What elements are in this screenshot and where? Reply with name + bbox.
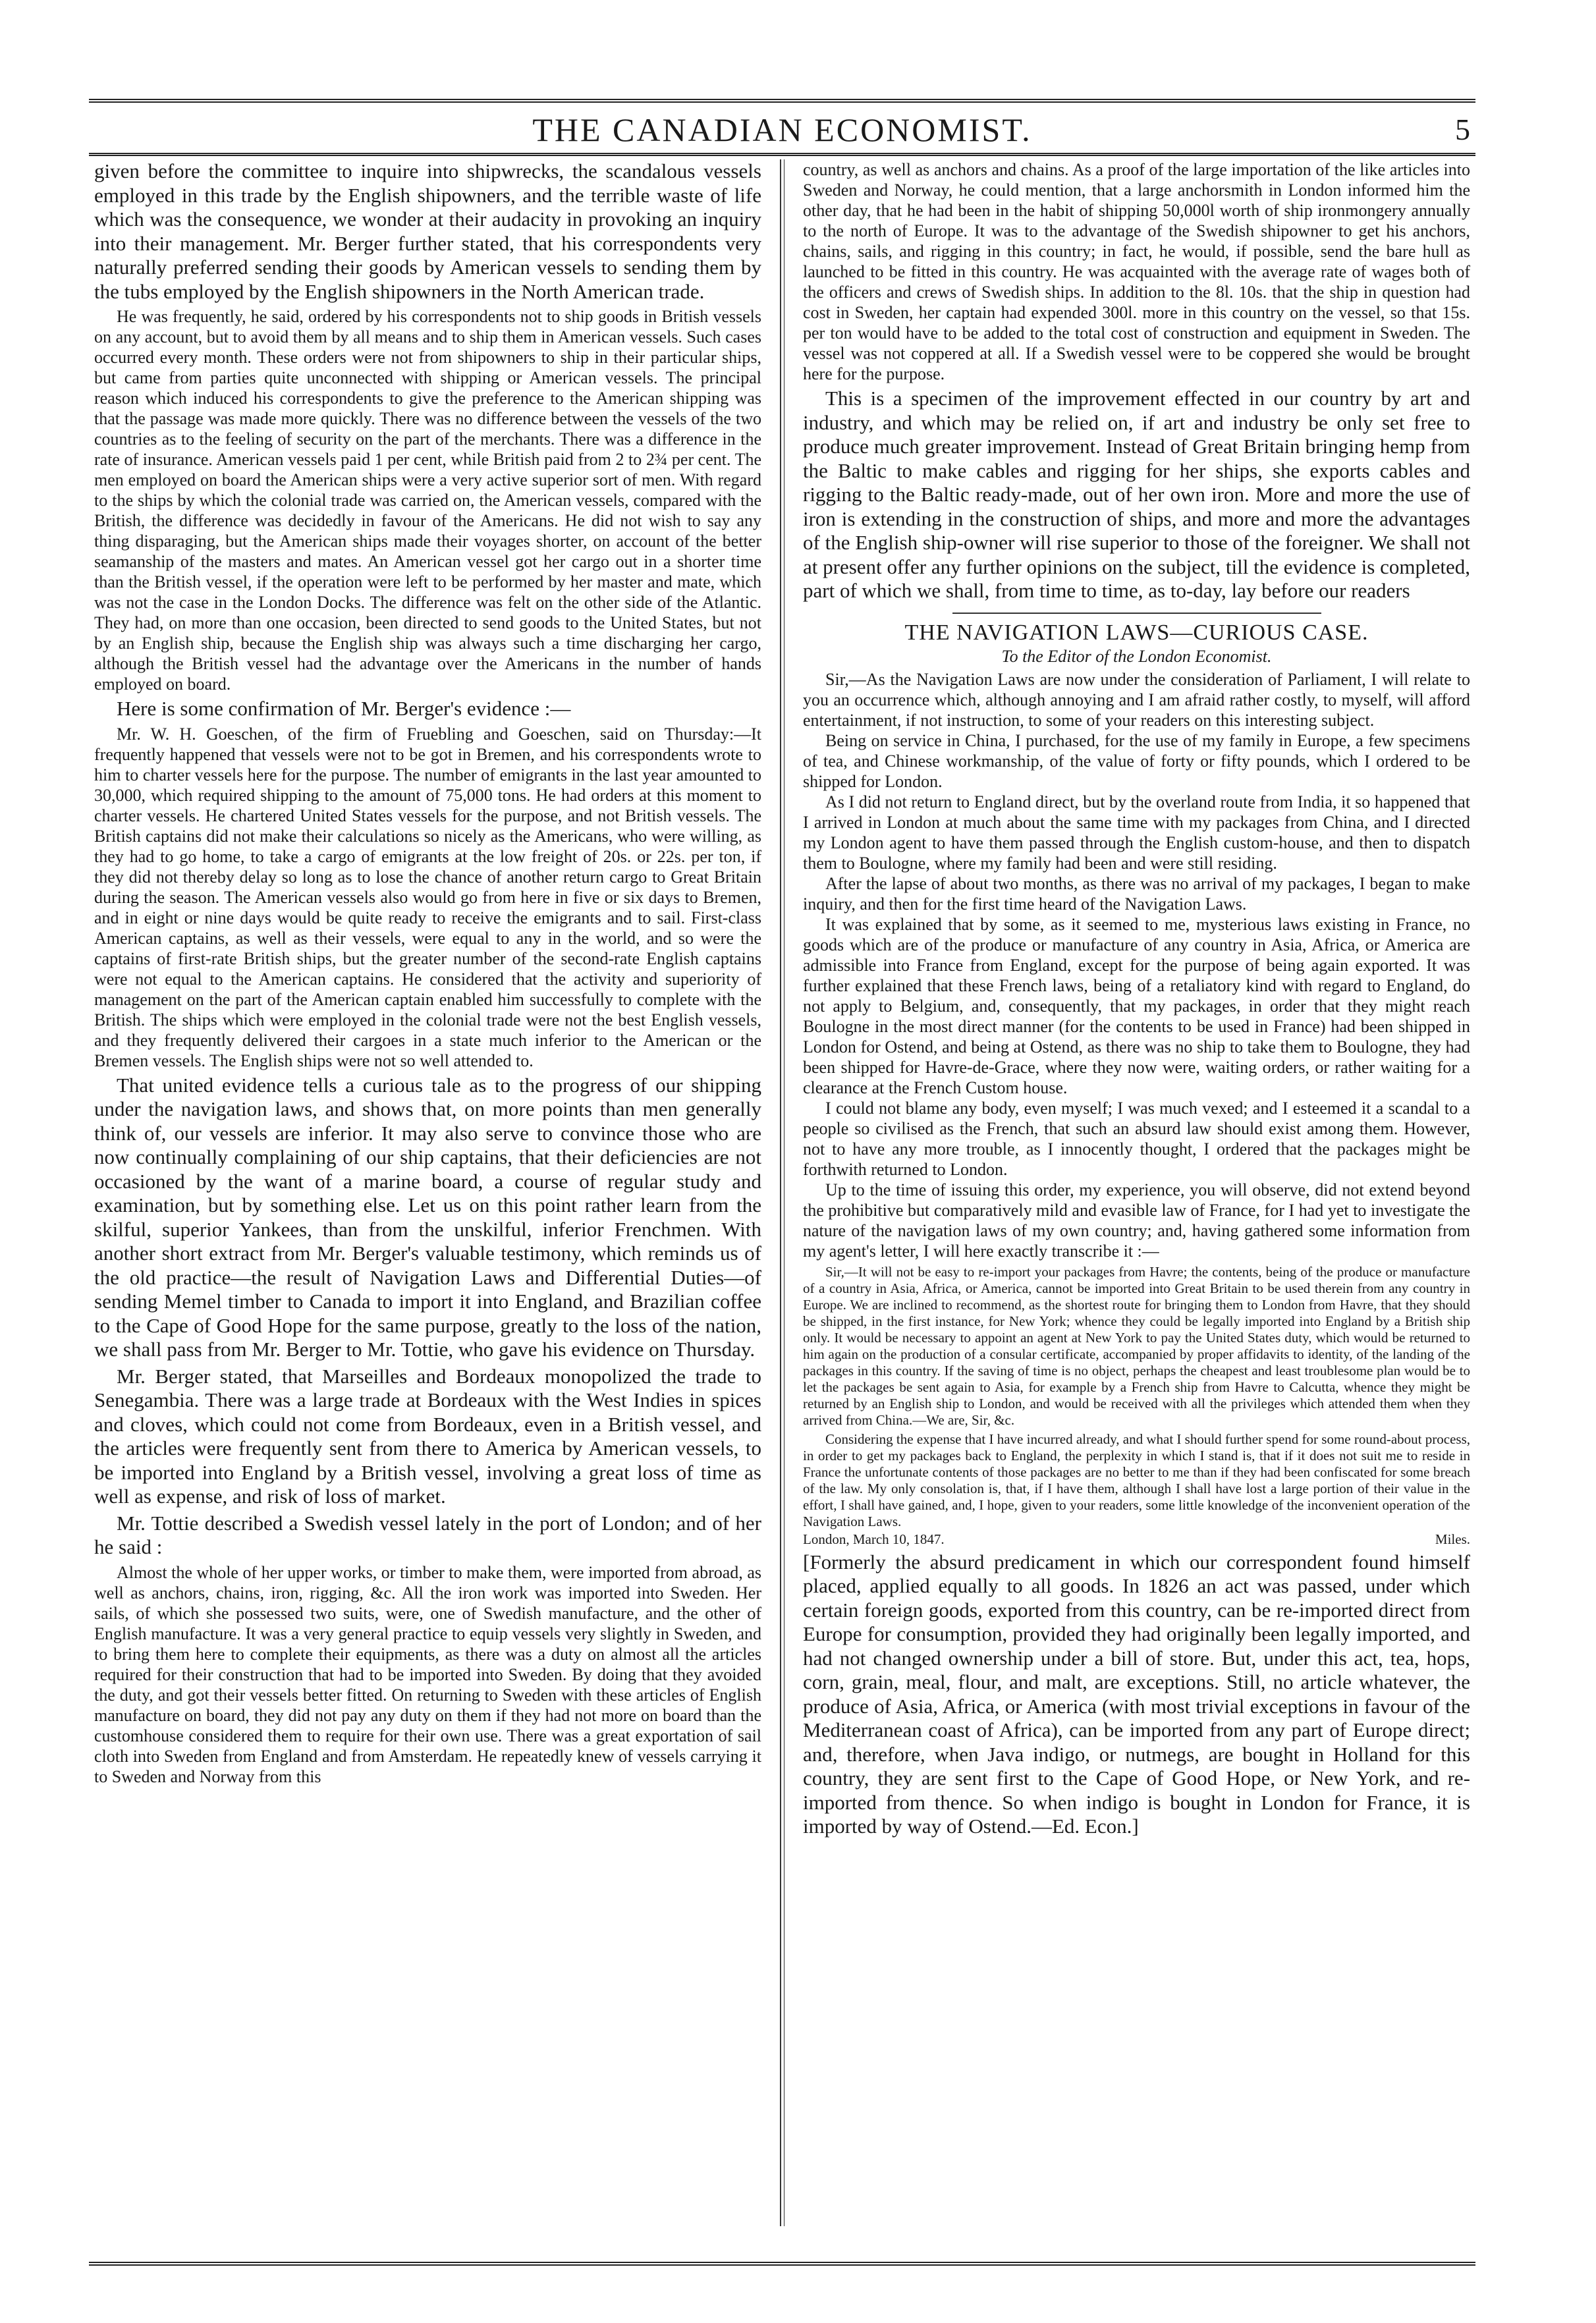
letter-paragraph: Sir,—As the Navigation Laws are now under the consideration of Parliament, I will relate to you an occurrence which, although annoying and I am afraid rather costly, to myself, will afford entertainment, if not instruction, to some of your readers on this interesting subject.: [803, 669, 1470, 730]
letter-paragraph: Up to the time of issuing this order, my experience, you will observe, did not extend beyond the prohibitive but comparatively mild and evasible law of France, for I had yet to investigate the nature of the navigation laws of my own country; and, having gathered some information from my agent's letter, I will here exactly transcribe it :—: [803, 1180, 1470, 1261]
paragraph: Mr. Tottie described a Swedish vessel lately in the port of London; and of her he said :: [94, 1511, 761, 1558]
letter-paragraph: I could not blame any body, even myself; I was much vexed; and I esteemed it a scandal to a people so civilised as the French, that such an absurd law should exist among them. However, not to have any more trouble, as I innocently thought, I ordered that the packages might be forthwith returned to London.: [803, 1098, 1470, 1179]
left-column: [89, 159, 767, 2226]
letter-paragraph: After the lapse of about two months, as there was no arrival of my packages, I began to make inquiry, and then for the first time heard of the Navigation Laws.: [803, 873, 1470, 914]
section-rule: [952, 613, 1321, 614]
letter-paragraph: It was explained that by some, as it seemed to me, mysterious laws existing in France, no goods which are of the produce or manufacture of any country in Asia, Africa, or America are admissible into France from England, except for the purpose of being again exported. It was further explained that these French laws, being of a retaliatory kind with regard to England, do not apply to Belgium, and, consequently, that my packages, in order that they might reach Boulogne in the most direct manner (for the contents to be used in France) had been shipped in London for Ostend, and being at Ostend, as there was no ship to take them to Boulogne, they had been shipped for Havre-de-Grace, where they now were, waiting orders, or rather waiting for a clearance at the French Custom house.: [803, 914, 1470, 1097]
paragraph: Mr. Berger stated, that Marseilles and Bordeaux monopolized the trade to Senegambia. There was a large trade at Bordeaux with the West Indies in spices and cloves, which could not come from Bordeaux, even in a British vessel, and the articles were frequently sent from there to America by American vessels, to be imported into England by a British vessel, involving a great loss of time as well as expense, and risk of loss of market.: [94, 1364, 761, 1508]
quoted-paragraph: Mr. W. H. Goeschen, of the firm of Fruebling and Goeschen, said on Thursday:—It frequently happened that vessels were not to be got in Bremen, and his correspondents wrote to him to charter vessels here for the purpose. The number of emigrants in the last year amounted to 30,000, which required shipping to the amount of 75,000 tons. He had orders at this moment to charter vessels. He chartered United States vessels for the purpose, and not British vessels. The British captains did not make their calculations so nicely as the Americans, who were willing, as they had to go home, to take a cargo of emigrants at the low freight of 20s. or 22s. per ton, if they did not thereby delay so long as to lose the chance of another return cargo to Great Britain during the season. The American vessels also would go from here in five or six days to Bremen, and in eight or nine days would be quite ready to receive the emigrants and to sail. First-class American captains, as well as their vessels, were equal to any in the world, and so were the captains of first-rate British ships, but the greater number of the second-rate English captains were not equal to the American captains. He considered that the activity and superiority of management on the part of the American captain enabled him successfully to complete with the British. The ships which were employed in the colonial trade were not the best English vessels, and they frequently delivered their cargoes in a state much inferior to the American or the Bremen vessels. The English ships were not so well attended to.: [94, 724, 761, 1070]
letter-paragraph: As I did not return to England direct, but by the overland route from India, it so happened that I arrived in London at much about the same time with my packages from China, and I directed my London agent to have them passed through the English custom-house, and then to dispatch them to Boulogne, where my family had been and were still residing.: [803, 792, 1470, 873]
letter-signature-line: [803, 1531, 1470, 1548]
newspaper-title: THE CANADIAN ECONOMIST.: [532, 111, 1032, 148]
newspaper-page: [89, 99, 1475, 2266]
paragraph: given before the committee to inquire into shipwrecks, the scandalous vessels employed in this trade by the English shipowners, and the terrible waste of life which was the consequence, we wonder at their audacity in provoking an inquiry into their management. Mr. Berger further stated, that his correspondents very naturally preferred sending their goods by American vessels to sending them by the tubs employed by the English shipowners in the North American trade.: [94, 159, 761, 303]
paragraph: Here is some confirmation of Mr. Berger's evidence :—: [117, 697, 571, 720]
letter-paragraph: Being on service in China, I purchased, for the use of my family in Europe, a few specimens of tea, and Chinese workmanship, of the value of forty or fifty pounds, which I ordered to be shipped for London.: [803, 730, 1470, 791]
header-rule: [89, 153, 1475, 156]
letter-paragraph: Considering the expense that I have incurred already, and what I should further spend for some round-about process, in order to get my packages back to England, the perplexity in which I stand is, that if it does not suit me to reside in France the unfortunate contents of those packages are no better to me than if they had been confiscated for some breach of the law. My only consolation is, that, if I have them, although I shall have lost a large portion of their value in the effort, I shall have gained, and, I hope, given to your readers, some little knowledge of the inconvenient operation of the Navigation Laws.: [803, 1431, 1470, 1529]
bottom-rule: [89, 2262, 1475, 2266]
right-column: [798, 159, 1475, 2226]
paragraph: This is a specimen of the improvement effected in our country by art and industry, and which may be relied on, if art and industry be only set free to produce much greater improvement. Instead of Great Britain bringing hemp from the Baltic to make cables and rigging for her ships, she exports cables and rigging to the Baltic ready-made, out of her own iron. More and more the use of iron is extending in the construction of ships, and more and more the advantages of the English ship-owner will rise superior to those of the foreigner. We shall not at present offer any further opinions on the subject, till the evidence is completed, part of which we shall, from time to time, as to-day, lay before our readers: [803, 387, 1470, 602]
page-number: 5: [1455, 113, 1470, 146]
agent-letter: Sir,—It will not be easy to re-import your packages from Havre; the contents, being of the produce or manufacture of a country in Asia, Africa, or America, cannot be imported into Great Britain to be used therein from any country in Europe. We are inclined to recommend, as the shortest route for bringing them to London from Havre, that they should be shipped, in the first instance, for New York; whence they could be legally imported into England by a British ship only. It would be necessary to appoint an agent at New York to pay the United States duty, which would be returned to him again on the production of a consular certificate, accompanied by proper affidavits to identity, of the landing of the packages in this country. If the saving of time is no object, perhaps the cheapest and least troublesome plan would be to let the packages be sent again to Asia, for example by a French ship from Havre to Calcutta, whence they might be returned by an English ship to London, and would be received with all the privileges which attended them when they arrived from China.—We are, Sir, &c.: [803, 1263, 1470, 1428]
section-title: THE NAVIGATION LAWS—CURIOUS CASE.: [904, 620, 1369, 645]
place-date: London, March 10, 1847.: [803, 1531, 945, 1547]
section-subtitle: To the Editor of the London Economist.: [1001, 646, 1272, 666]
masthead: [89, 108, 1475, 151]
paragraph: That united evidence tells a curious tale as to the progress of our shipping under the navigation laws, and shows that, on more points than men generally think of, our vessels are inferior. It may also serve to convince those who are now continually complaining of our ship captains, that their deficiencies are not occasioned by the want of a marine board, a course of regular study and examination, but by something else. Let us on this point rather learn from the skilful, superior Yankees, than from the unskilful, inferior Frenchmen. With another short extract from Mr. Berger's valuable testimony, which reminds us of the old practice—the result of Navigation Laws and Differential Duties—of sending Memel timber to Canada to import it into England, and Brazilian coffee to the Cape of Good Hope for the same purpose, greatly to the loss of the nation, we shall pass from Mr. Berger to Mr. Tottie, who gave his evidence on Thursday.: [94, 1073, 761, 1361]
column-divider: [780, 159, 784, 2226]
editor-note: [Formerly the absurd predicament in which our correspondent found himself placed, applied equally to all goods. In 1826 an act was passed, under which certain foreign goods, exported from this country, can be re-imported direct from Europe for consumption, provided they had originally been legally imported, and had not changed ownership under a bill of store. But, under this act, tea, hops, corn, grain, meal, flour, and malt, are exceptions. Still, no article whatever, the produce of Asia, Africa, or America (with most trivial exceptions in favour of the Mediterranean coast of Africa), can be imported from any part of Europe direct; and, therefore, when Java indigo, or nutmegs, are bought in Holland for this country, they are sent first to the Cape of Good Hope, or New York, and re-imported from thence. So when indigo is bought in London for France, it is imported by way of Ostend.—Ed. Econ.]: [803, 1550, 1470, 1838]
columns: [89, 159, 1475, 2226]
quoted-paragraph: He was frequently, he said, ordered by his correspondents not to ship goods in British vessels on any account, but to avoid them by all means and to ship them in American vessels. Such cases occurred every month. These orders were not from shipowners to ship in their particular ships, but came from parties quite unconnected with shipping or American vessels. The principal reason which induced his correspondents to give the preference to the American shipping was that the passage was made more quickly. There was no difference between the vessels of the two countries as to the feeling of security on the part of the merchants. There was a difference in the rate of insurance. American vessels paid 1 per cent, while British paid from 2 to 2¾ per cent. The men employed on board the American ships were a very active superior sort of men. With regard to the ships by which the colonial trade was carried on, the American vessels, compared with the British, the difference was decidedly in favour of the Americans. He did not wish to say any thing disparaging, but the American ships made their voyages shorter, on account of the better seamanship of the masters and mates. An American vessel got her cargo out in a shorter time than the British vessel, if the operation were left to be performed by her master and mate, which was not the case in the London Docks. The difference was felt on the other side of the Atlantic. They had, on more than one occasion, been directed to send goods to the United States, but not by an English ship, because the English ship was always such a time discharging her cargo, although the British vessel had the advantage over the Americans in the number of hands employed on board.: [94, 307, 761, 694]
top-rule: [89, 99, 1475, 103]
quoted-paragraph: Almost the whole of her upper works, or timber to make them, were imported from abroad, as well as anchors, chains, iron, rigging, &c. All the iron work was imported into Sweden. Her sails, of which she possessed two suits, were, one of Swedish manufacture, and the other of English manufacture. It was a very general practice to equip vessels very slightly in Sweden, and to bring them here to complete their equipments, as there was a duty on almost all the articles required for their construction that had to be imported into Sweden. By doing that they avoided the duty, and got their vessels better fitted. On returning to Sweden with these articles of English manufacture on board, they did not pay any duty on them if they had not more on board than the customhouse considered them to require for their own use. There was a great exportation of sail cloth into Sweden from England and from Amsterdam. He repeatedly knew of vessels carrying it to Sweden and Norway from this: [94, 1562, 761, 1786]
signature: Miles.: [1435, 1531, 1470, 1547]
quoted-paragraph: country, as well as anchors and chains. As a proof of the large importation of the like articles into Sweden and Norway, he could mention, that a large anchorsmith in London informed him the other day, that he had been in the habit of shipping 50,000l worth of ship ironmongery annually to the north of Europe. It was to the advantage of the Swedish shipowner to get his anchors, chains, sails, and rigging in this country; in fact, he would, if possible, send the bare hull as launched to be fitted in this country. He was acquainted with the average rate of wages both of the officers and crews of Swedish ships. In addition to the 8l. 10s. that the ship in question had cost in Sweden, her captain had expended 300l. more in this country on the vessel, so that 15s. per ton would have to be added to the total cost of construction and equipment in Sweden. The vessel was not coppered at all. If a Swedish vessel were to be coppered she would be brought here for the purpose.: [803, 160, 1470, 383]
